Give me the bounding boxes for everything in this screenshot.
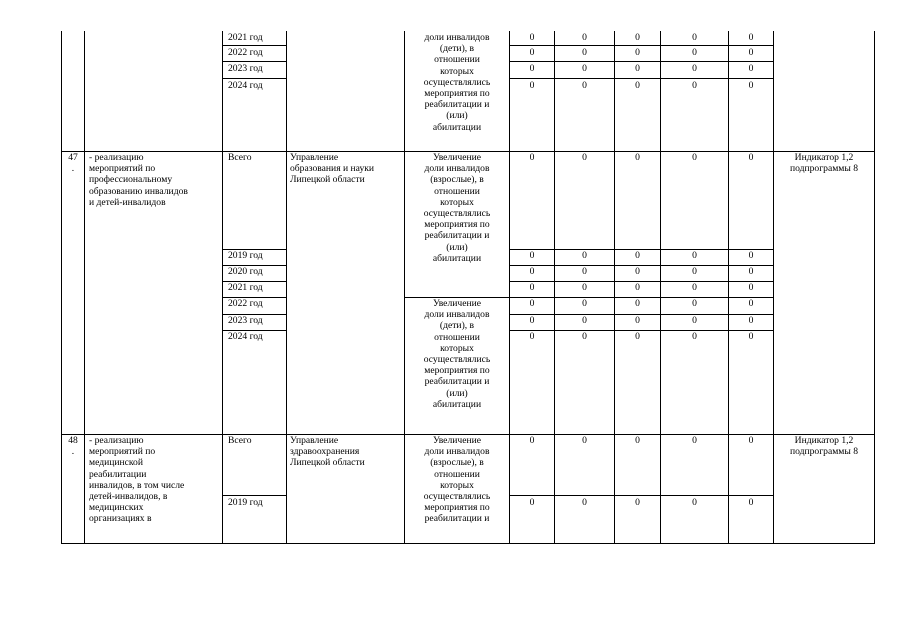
value-cell: 0 <box>692 250 697 261</box>
value-cell: 0 <box>635 298 640 309</box>
value-cell: 0 <box>635 80 640 91</box>
value-cell: 0 <box>582 435 587 446</box>
value-cell: 0 <box>748 152 754 163</box>
value-cell: 0 <box>529 282 535 293</box>
value-cell: 0 <box>748 47 754 58</box>
table-col-divider <box>84 31 85 543</box>
value-cell: 0 <box>748 63 754 74</box>
value-cell: 0 <box>529 497 535 508</box>
year-label: 2024 год <box>228 331 263 342</box>
value-separator <box>509 45 774 46</box>
year-separator <box>222 61 287 62</box>
table-col-divider <box>286 31 287 543</box>
year-label: 2019 год <box>228 250 263 261</box>
value-cell: 0 <box>692 80 697 91</box>
value-separator <box>509 61 774 62</box>
value-cell: 0 <box>692 32 697 43</box>
value-cell: 0 <box>582 47 587 58</box>
value-cell: 0 <box>582 63 587 74</box>
year-separator <box>222 45 287 46</box>
value-separator <box>509 78 774 79</box>
value-separator <box>509 495 774 496</box>
value-cell: 0 <box>635 497 640 508</box>
year-label: 2021 год <box>228 282 263 293</box>
year-label: 2023 год <box>228 63 263 74</box>
value-cell: 0 <box>748 298 754 309</box>
table-border-right <box>874 31 875 543</box>
value-cell: 0 <box>529 266 535 277</box>
value-cell: 0 <box>692 298 697 309</box>
value-cell: 0 <box>748 282 754 293</box>
row-number: 48 . <box>68 435 78 458</box>
value-cell: 0 <box>582 298 587 309</box>
year-label: 2021 год <box>228 32 263 43</box>
result-text-children: Увеличение доли инвалидов (дети), в отношении которых осуществлялись мероприятия по реабилитации и (или) абилитации <box>423 298 491 410</box>
value-cell: 0 <box>582 282 587 293</box>
value-cell: 0 <box>582 331 587 342</box>
year-separator <box>222 495 287 496</box>
value-cell: 0 <box>635 282 640 293</box>
value-cell: 0 <box>529 298 535 309</box>
value-cell: 0 <box>582 250 587 261</box>
table-col-divider <box>222 31 223 543</box>
executor: Управление здравоохранения Липецкой области <box>290 435 365 469</box>
value-cell: 0 <box>748 497 754 508</box>
value-cell: 0 <box>582 32 587 43</box>
value-cell: 0 <box>529 152 535 163</box>
value-cell: 0 <box>748 80 754 91</box>
measure-name: - реализацию мероприятий по профессиональному образованию инвалидов и детей-инвалидов <box>89 152 188 208</box>
total-label: Всего <box>228 435 252 446</box>
value-cell: 0 <box>692 331 697 342</box>
year-label: 2023 год <box>228 315 263 326</box>
value-cell: 0 <box>635 331 640 342</box>
value-cell: 0 <box>692 266 697 277</box>
value-cell: 0 <box>748 250 754 261</box>
value-cell: 0 <box>635 250 640 261</box>
value-cell: 0 <box>748 32 754 43</box>
value-cell: 0 <box>529 80 535 91</box>
value-cell: 0 <box>692 152 697 163</box>
value-cell: 0 <box>582 266 587 277</box>
year-label: 2019 год <box>228 497 263 508</box>
value-cell: 0 <box>748 331 754 342</box>
value-cell: 0 <box>529 250 535 261</box>
value-cell: 0 <box>748 266 754 277</box>
table-col-divider <box>773 31 774 543</box>
value-cell: 0 <box>582 152 587 163</box>
year-label: 2024 год <box>228 80 263 91</box>
value-cell: 0 <box>635 32 640 43</box>
value-cell: 0 <box>635 63 640 74</box>
value-cell: 0 <box>529 47 535 58</box>
value-cell: 0 <box>635 152 640 163</box>
table-border-left <box>61 31 62 543</box>
value-cell: 0 <box>692 497 697 508</box>
result-text-adults: Увеличение доли инвалидов (взрослые), в отношении которых осуществлялись мероприятия по реабилитации и <box>423 435 491 525</box>
value-cell: 0 <box>582 80 587 91</box>
value-cell: 0 <box>635 266 640 277</box>
value-cell: 0 <box>692 282 697 293</box>
value-cell: 0 <box>748 315 754 326</box>
value-cell: 0 <box>635 315 640 326</box>
total-label: Всего <box>228 152 252 163</box>
row-number: 47 . <box>68 152 78 175</box>
indicator-text: Индикатор 1,2 подпрограммы 8 <box>789 152 859 175</box>
value-cell: 0 <box>635 47 640 58</box>
value-cell: 0 <box>692 63 697 74</box>
result-text-adults: Увеличение доли инвалидов (взрослые), в отношении которых осуществлялись мероприятия по реабилитации и (или) абилитации <box>423 152 491 264</box>
executor: Управление образования и науки Липецкой области <box>290 152 375 186</box>
year-separator <box>222 78 287 79</box>
value-cell: 0 <box>748 435 754 446</box>
year-label: 2022 год <box>228 298 263 309</box>
value-cell: 0 <box>582 315 587 326</box>
year-label: 2022 год <box>228 47 263 58</box>
measure-name: - реализацию мероприятий по медицинской реабилитации инвалидов, в том числе детей-инвалидов, в медицинских организациях в <box>89 435 185 525</box>
year-label: 2020 год <box>228 266 263 277</box>
value-cell: 0 <box>635 435 640 446</box>
value-cell: 0 <box>692 435 697 446</box>
value-cell: 0 <box>529 63 535 74</box>
value-cell: 0 <box>529 32 535 43</box>
value-cell: 0 <box>692 47 697 58</box>
result-text-children: доли инвалидов (дети), в отношении которых осуществлялись мероприятия по реабилитации и (или) абилитации <box>423 32 491 133</box>
value-cell: 0 <box>582 497 587 508</box>
value-cell: 0 <box>529 331 535 342</box>
table-border-bottom <box>61 543 875 544</box>
indicator-text: Индикатор 1,2 подпрограммы 8 <box>789 435 859 458</box>
value-cell: 0 <box>692 315 697 326</box>
value-cell: 0 <box>529 435 535 446</box>
value-cell: 0 <box>529 315 535 326</box>
